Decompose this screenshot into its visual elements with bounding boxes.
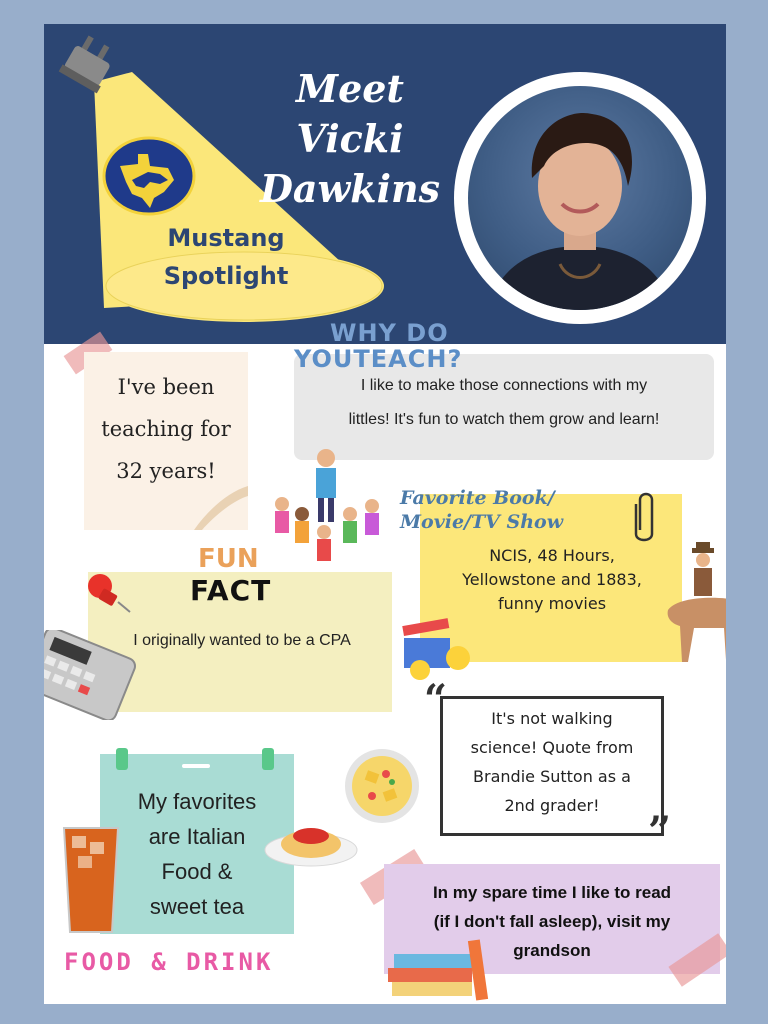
food-line2: are Italian <box>148 824 246 849</box>
why-teach-heading-line1: WHY DO <box>330 319 449 347</box>
pushpin-icon <box>84 572 136 616</box>
favorites-line2: Yellowstone and 1883, <box>462 570 642 589</box>
fun-fact-text: I originally wanted to be a CPA <box>133 632 351 649</box>
quote-line4: 2nd grader! <box>504 796 600 815</box>
calculator-icon <box>44 630 142 720</box>
title-line1: Meet Vicki <box>296 66 404 161</box>
movie-clapper-icon <box>400 616 472 682</box>
favorites-title-line1: Favorite Book/ <box>400 487 555 509</box>
infographic-page <box>44 24 726 1004</box>
spaghetti-plate-icon <box>262 814 360 870</box>
header-banner <box>44 24 726 347</box>
favorites-line3: funny movies <box>497 594 607 613</box>
iced-tea-icon <box>60 824 122 936</box>
spotlight-title-line2: Spotlight <box>163 262 289 290</box>
teaching-line3: 32 years! <box>116 459 216 483</box>
food-line3: Food & <box>161 859 233 884</box>
teaching-line2: teaching for <box>101 417 231 441</box>
spare-line2: (if I don't fall asleep), visit my <box>433 912 671 931</box>
spare-line3: grandson <box>513 941 591 960</box>
fun-label: FUN <box>198 544 259 574</box>
title-line2: Dawkins <box>259 166 441 211</box>
food-line1: My favorites <box>137 789 257 814</box>
page-title <box>244 64 456 214</box>
why-teach-heading-line2: YOUTEACH? <box>294 345 463 373</box>
quote-line1: It's not walking <box>491 709 613 728</box>
portrait-photo <box>468 86 692 310</box>
teaching-line1: I've been <box>117 375 215 399</box>
favorites-line1: NCIS, 48 Hours, <box>489 546 615 565</box>
paperclip-icon <box>632 490 660 542</box>
quote-line3: Brandie Sutton as a <box>473 767 631 786</box>
why-teach-answer-line1: I like to make those connections with my <box>360 377 648 394</box>
quote-line2: science! Quote from <box>470 738 634 757</box>
fact-label: FACT <box>190 574 272 607</box>
close-quote-icon: ” <box>648 808 672 855</box>
person-portrait-icon <box>468 86 692 310</box>
spotlight-title-line1: Mustang <box>167 224 285 252</box>
teaching-years-text <box>84 366 248 492</box>
mustang-logo-icon <box>102 136 196 216</box>
favorites-media-title <box>400 486 640 534</box>
why-teach-answer-line2: littles! It's fun to watch them grow and learn! <box>348 411 660 428</box>
page-curl-icon <box>194 486 250 532</box>
food-line4: sweet tea <box>149 894 245 919</box>
favorites-media-text <box>424 544 680 616</box>
favorites-title-line2: Movie/TV Show <box>400 511 564 533</box>
cowboy-horse-icon <box>658 540 726 674</box>
why-teach-heading <box>294 320 514 372</box>
children-group-icon <box>264 448 392 566</box>
why-teach-answer <box>296 369 712 437</box>
food-drink-label: FOOD & DRINK <box>64 948 274 976</box>
book-stack-icon <box>384 934 504 1004</box>
open-quote-icon: “ <box>424 676 448 723</box>
quote-text <box>446 704 658 820</box>
binder-clips-icon <box>112 746 282 774</box>
spare-line1: In my spare time I like to read <box>432 883 672 902</box>
